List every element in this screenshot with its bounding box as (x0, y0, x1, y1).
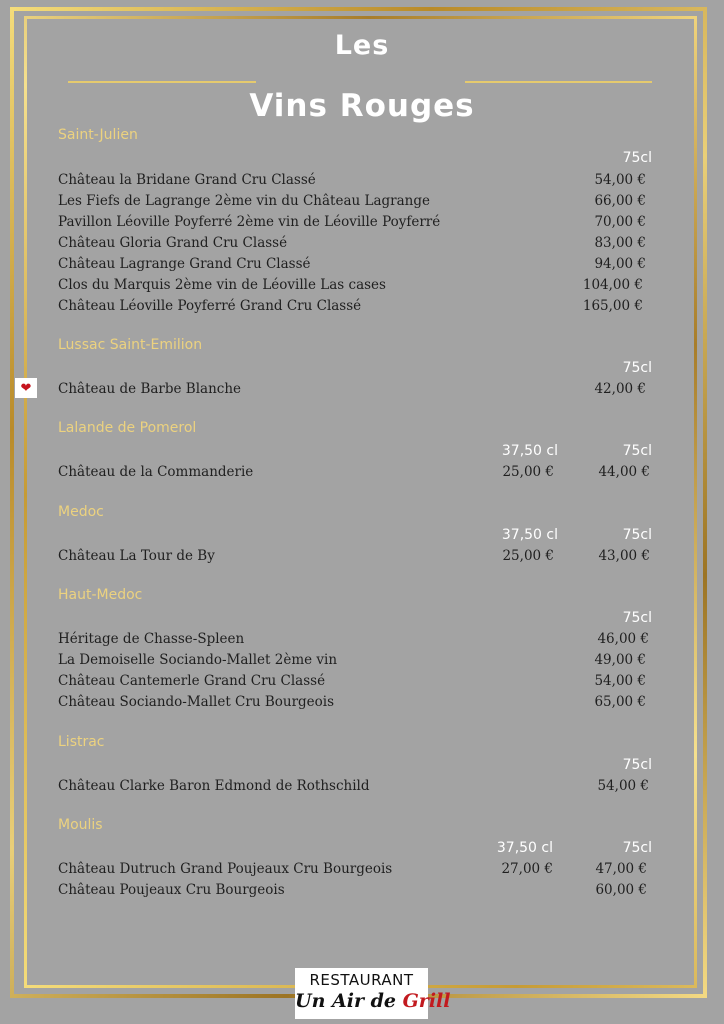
wine-price-75cl: 47,00 € (595, 861, 647, 877)
wine-price-75cl: 54,00 € (594, 673, 646, 689)
column-header-75cl: 75cl (622, 443, 652, 459)
wine-name: Héritage de Chasse-Spleen (58, 631, 245, 647)
wine-price-75cl: 104,00 € (582, 277, 643, 293)
logo-text-name-part1: Un Air de (295, 990, 403, 1012)
favorite-badge (15, 378, 37, 398)
title-rule-right (465, 81, 652, 83)
wine-price-75cl: 70,00 € (594, 214, 646, 230)
logo-text-name-part2: Grill (402, 990, 451, 1012)
section-title-saint-julien: Saint-Julien (58, 127, 138, 143)
wine-name: Château Dutruch Grand Poujeaux Cru Bourgeois (58, 861, 393, 877)
column-header-37-50cl: 37,50 cl (501, 527, 558, 543)
wine-price-75cl: 165,00 € (582, 298, 643, 314)
heart-icon: ❤ (20, 380, 32, 396)
logo-text-restaurant: RESTAURANT (309, 971, 414, 989)
wine-name: Château Léoville Poyferré Grand Cru Classé (58, 298, 362, 314)
wine-price-75cl: 42,00 € (594, 381, 646, 397)
title-line-2: Vins Rouges (249, 88, 475, 124)
wine-name: Château de la Commanderie (58, 464, 254, 480)
section-title-listrac: Listrac (58, 734, 105, 750)
wine-name: La Demoiselle Sociando-Mallet 2ème vin (58, 652, 338, 668)
column-header-75cl: 75cl (622, 360, 652, 376)
column-header-75cl: 75cl (622, 840, 652, 856)
wine-name: Château Gloria Grand Cru Classé (58, 235, 288, 251)
wine-price-75cl: 65,00 € (594, 694, 646, 710)
wine-price-75cl: 44,00 € (598, 464, 650, 480)
wine-price-75cl: 83,00 € (594, 235, 646, 251)
section-title-lalande-de-pomerol: Lalande de Pomerol (58, 420, 197, 436)
wine-price-75cl: 66,00 € (594, 193, 646, 209)
column-header-75cl: 75cl (622, 150, 652, 166)
wine-name: Château Poujeaux Cru Bourgeois (58, 882, 285, 898)
column-header-75cl: 75cl (622, 757, 652, 773)
wine-name: Château Clarke Baron Edmond de Rothschild (58, 778, 370, 794)
wine-price-37-50cl: 27,00 € (501, 861, 553, 877)
column-header-75cl: 75cl (622, 527, 652, 543)
column-header-75cl: 75cl (622, 610, 652, 626)
wine-price-37-50cl: 25,00 € (502, 464, 554, 480)
section-title-haut-medoc: Haut-Medoc (58, 587, 143, 603)
section-title-medoc: Medoc (58, 504, 104, 520)
title-rule-left (68, 81, 256, 83)
wine-name: Château Cantemerle Grand Cru Classé (58, 673, 326, 689)
restaurant-logo (295, 968, 451, 1019)
wine-price-75cl: 60,00 € (595, 882, 647, 898)
wine-name: Château Lagrange Grand Cru Classé (58, 256, 311, 272)
column-header-37-50cl: 37,50 cl (501, 443, 558, 459)
wine-name: Les Fiefs de Lagrange 2ème vin du Château Lagrange (58, 193, 430, 209)
section-title-lussac-saint-emilion: Lussac Saint-Emilion (58, 337, 203, 353)
wine-name: Pavillon Léoville Poyferré 2ème vin de Léoville Poyferré (58, 214, 441, 230)
wine-price-75cl: 54,00 € (594, 172, 646, 188)
logo-text-name (295, 989, 451, 1013)
column-header-37-50cl: 37,50 cl (496, 840, 553, 856)
wine-price-75cl: 49,00 € (594, 652, 646, 668)
wine-price-75cl: 46,00 € (597, 631, 649, 647)
wine-name: Château Sociando-Mallet Cru Bourgeois (58, 694, 335, 710)
wine-name: Clos du Marquis 2ème vin de Léoville Las cases (58, 277, 386, 293)
wine-name: Château la Bridane Grand Cru Classé (58, 172, 316, 188)
wine-price-75cl: 94,00 € (594, 256, 646, 272)
wine-price-37-50cl: 25,00 € (502, 548, 554, 564)
wine-price-75cl: 43,00 € (598, 548, 650, 564)
section-title-moulis: Moulis (58, 817, 103, 833)
wine-price-75cl: 54,00 € (597, 778, 649, 794)
wine-name: Château La Tour de By (58, 548, 215, 564)
title-line-1: Les (334, 30, 390, 61)
wine-name: Château de Barbe Blanche (58, 381, 242, 397)
